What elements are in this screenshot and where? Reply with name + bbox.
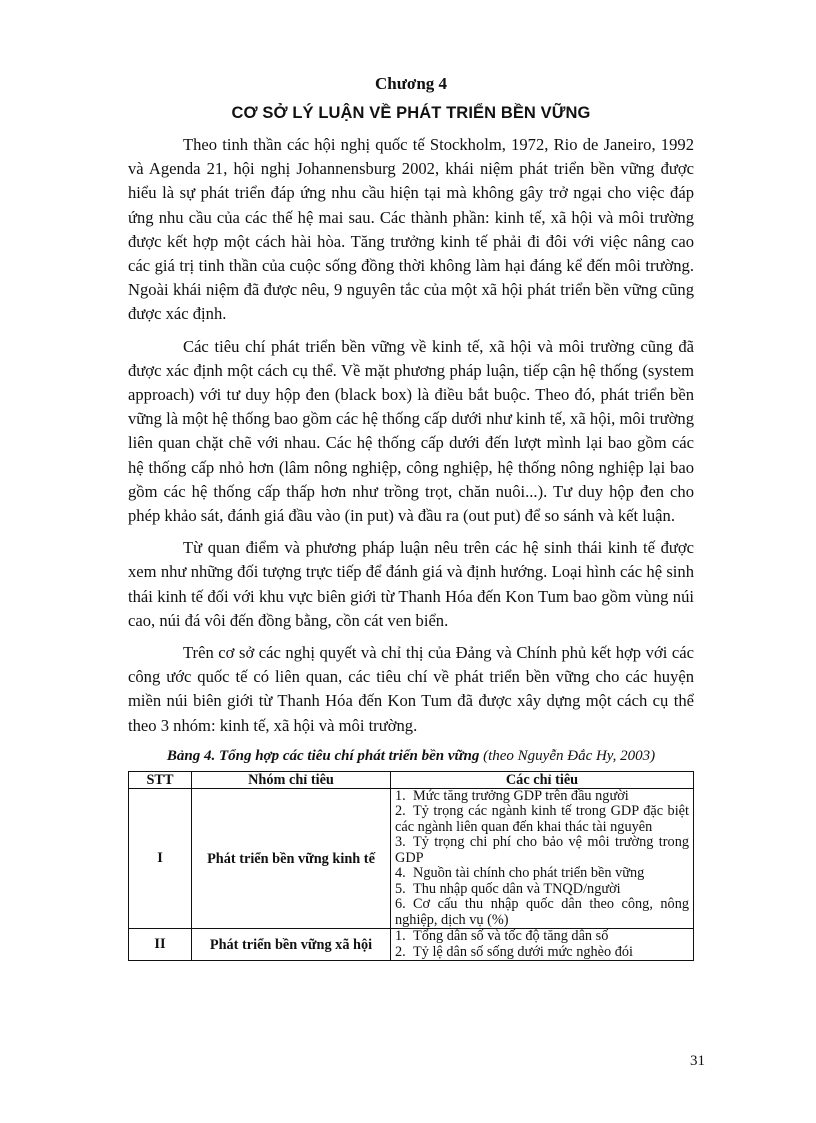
row-group: Phát triển bền vững xã hội [192,929,391,961]
chapter-title: CƠ SỞ LÝ LUẬN VỀ PHÁT TRIỂN BỀN VỮNG [231,104,591,122]
row-criteria [391,788,694,929]
table-row [129,929,694,961]
chapter-heading: Chương 4 [374,74,448,93]
criteria-item: 5. Thu nhập quốc dân và TNQD/người [395,880,621,897]
table-row [129,788,694,929]
header-criteria: Các chỉ tiêu [391,771,694,788]
row-stt: II [129,929,192,961]
criteria-item: 1. Tổng dân số và tốc độ tăng dân số [395,928,609,945]
criteria-item: 1. Mức tăng trưởng GDP trên đầu người [395,787,629,804]
paragraph: Từ quan điểm và phương pháp luận nêu trên các hệ sinh thái kinh tế được xem như những đối tượng trực tiếp để đánh giá và định hướng. Loại hình các hệ sinh thái kinh tế đối với khu vực biên giới từ Thanh Hóa đến Kon Tum bao gồm vùng núi cao, núi đá vôi đến đồng bằng, cồn cát ven biển. [128,538,694,630]
paragraph: Theo tinh thần các hội nghị quốc tế Stockholm, 1972, Rio de Janeiro, 1992 và Agenda 21, hội nghị Johannensburg 2002, khái niệm phát triển bền vững được hiểu là sự phát triển đáp ứng nhu cầu hiện tại mà không gây trở ngại cho việc đáp ứng nhu cầu của các thế hệ mai sau. Các thành phần: kinh tế, xã hội và môi trường được kết hợp một cách hài hòa. Tăng trưởng kinh tế phải đi đôi với việc nâng cao các giá trị tinh thần của cuộc sống đồng thời không làm hại đáng kể đến môi trường. Ngoài khái niệm đã được nêu, 9 nguyên tắc của một xã hội phát triển bền vững cũng được xác định. [128,135,694,324]
paragraph: Trên cơ sở các nghị quyết và chỉ thị của Đảng và Chính phủ kết hợp với các công ước quốc tế có liên quan, các tiêu chí về phát triển bền vững cho các huyện miền núi biên giới từ Thanh Hóa đến Kon Tum đã được xây dựng một cách cụ thể theo 3 nhóm: kinh tế, xã hội và môi trường. [128,643,694,735]
table-caption-source: (theo Nguyễn Đắc Hy, 2003) [483,747,656,764]
header-group: Nhóm chỉ tiêu [192,771,391,788]
row-criteria [391,929,694,961]
criteria-item: 6. Cơ cấu thu nhập quốc dân theo công, nông nghiệp, dịch vụ (%) [395,896,689,928]
criteria-item: 4. Nguồn tài chính cho phát triển bền vững [395,865,645,882]
criteria-item: 2. Tỷ trọng các ngành kinh tế trong GDP đặc biệt các ngành liên quan đến khai thác tài nguyên [395,803,689,835]
header-stt: STT [129,771,192,788]
table-caption-title: Bảng 4. Tổng hợp các tiêu chí phát triển bền vững [166,747,480,764]
criteria-item: 2. Tỷ lệ dân số sống dưới mức nghèo đói [395,943,634,960]
criteria-item: 3. Tỷ trọng chi phí cho bảo vệ môi trường trong GDP [395,834,689,866]
page-number: 31 [690,1053,705,1069]
body-text [128,133,694,738]
row-stt: I [129,788,192,929]
row-group: Phát triển bền vững kinh tế [192,788,391,929]
table-header-row [129,771,694,788]
paragraph: Các tiêu chí phát triển bền vững về kinh tế, xã hội và môi trường cũng đã được xác định một cách cụ thể. Về mặt phương pháp luận, tiếp cận hệ thống (system approach) với tư duy hộp đen (black box) là điều bắt buộc. Theo đó, phát triển bền vững là một hệ thống bao gồm các hệ thống cấp dưới như kinh tế, xã hội, môi trường liên quan chặt chẽ với nhau. Các hệ thống cấp dưới đến lượt mình lại bao gồm các hệ thống cấp nhỏ hơn (lâm nông nghiệp, công nghiệp, hệ thống nông nghiệp lại bao gồm các hệ thống cấp thấp hơn như trồng trọt, chăn nuôi...). Tư duy hộp đen cho phép khảo sát, đánh giá đầu vào (in put) và đầu ra (out put) để so sánh và kết luận. [128,336,694,526]
criteria-table [128,771,694,962]
table-caption [128,748,694,765]
document-page [128,72,694,961]
